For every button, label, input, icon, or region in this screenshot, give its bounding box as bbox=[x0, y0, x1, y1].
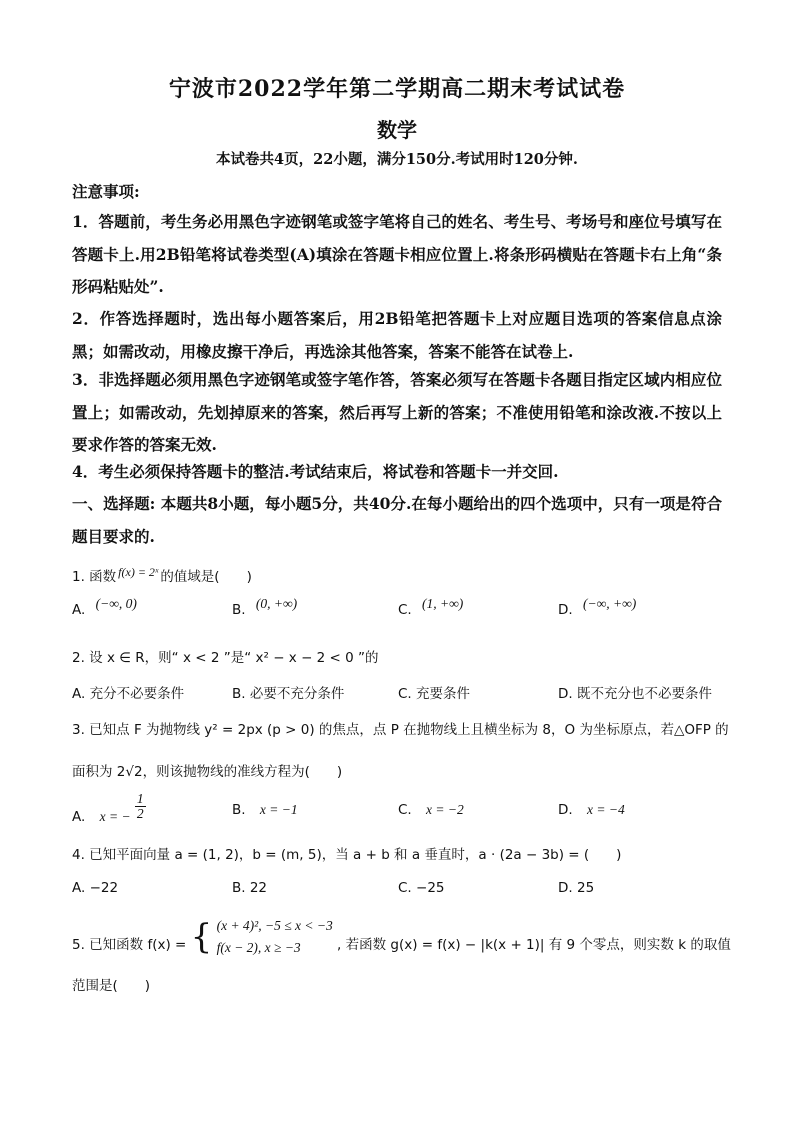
exam-info: 本试卷共4页，22小题，满分150分.考试用时120分钟. bbox=[216, 151, 578, 168]
q3-ask: ，则该抛物线的准线方程为( ) bbox=[142, 764, 343, 780]
q4-option-a: A. −22 bbox=[72, 880, 119, 896]
option-letter: B. bbox=[232, 802, 246, 818]
option-value: (1, +∞) bbox=[422, 596, 464, 611]
fraction-numerator: 1 bbox=[136, 791, 144, 806]
q4-option-b: B. 22 bbox=[232, 880, 268, 896]
notice-heading: 注意事项: bbox=[72, 182, 140, 201]
option-letter: B. bbox=[232, 602, 246, 618]
q3-option-a bbox=[72, 791, 146, 825]
option-value: x = −4 bbox=[586, 802, 625, 817]
option-value: x = − bbox=[99, 808, 131, 824]
subject-title: 数学 bbox=[377, 118, 417, 142]
option-value: x = −1 bbox=[259, 802, 298, 817]
q1-suffix: 的值域是( ) bbox=[160, 569, 252, 585]
question-1 bbox=[72, 565, 252, 585]
q1-formula: f(x) = 2ˣ bbox=[118, 565, 159, 579]
notice-item-4: 4．考生必须保持答题卡的整洁.考试结束后，将试卷和答题卡一并交回. bbox=[72, 462, 559, 481]
q5-case-2: f(x − 2), x ≥ −3 bbox=[216, 940, 301, 955]
question-4: 4. 已知平面向量 a = (1, 2)，b = (m, 5)，当 a + b 和 a 垂直时，a · (2a − 3b) = ( ) bbox=[72, 847, 622, 863]
fraction-denominator: 2 bbox=[136, 806, 144, 822]
piecewise-brace: { bbox=[190, 917, 213, 957]
q1-option-a bbox=[72, 596, 137, 618]
notice-item-2: 2．作答选择题时，选出每小题答案后，用2B铅笔把答题卡上对应题目选项的答案信息点涂黑；如需改动，用橡皮擦干净后，再选涂其他答案，答案不能答在试卷上. bbox=[72, 309, 722, 361]
option-value: (0, +∞) bbox=[255, 596, 298, 611]
option-letter: D. bbox=[558, 802, 573, 818]
option-value: (−∞, +∞) bbox=[582, 596, 637, 611]
option-letter: C. bbox=[398, 802, 412, 818]
q2-option-c: C. 充要条件 bbox=[398, 686, 471, 702]
section-heading: 一、选择题: 本题共8小题，每小题5分，共40分.在每小题给出的四个选项中，只有一项是符合题目要求的. bbox=[72, 494, 722, 546]
q3-fraction bbox=[135, 792, 146, 821]
notice-item-3: 3．非选择题必须用黑色字迹钢笔或签字笔作答，答案必须写在答题卡各题目指定区域内相应位置上；如需改动，先划掉原来的答案，然后再写上新的答案；不准使用铅笔和涂改液.不按以上要求作答的答案无效. bbox=[72, 370, 722, 454]
notice-item-1: 1．答题前，考生务必用黑色字迹钢笔或签字笔将自己的姓名、考生号、考场号和座位号填写在答题卡上.用2B铅笔将试卷类型(A)填涂在答题卡相应位置上.将条形码横贴在答题卡右上角“条形码粘贴处”. bbox=[72, 212, 722, 296]
q2-option-d: D. 既不充分也不必要条件 bbox=[558, 686, 712, 702]
q5-prefix: 5. 已知函数 f(x) = bbox=[72, 937, 187, 953]
q3-option-b bbox=[232, 802, 298, 818]
q1-prefix: 1. 函数 bbox=[72, 569, 117, 585]
q1-option-c bbox=[398, 596, 464, 618]
q4-option-d: D. 25 bbox=[558, 880, 595, 896]
q2-option-b: B. 必要不充分条件 bbox=[232, 686, 345, 702]
option-letter: A. bbox=[72, 808, 86, 825]
q5-condition: , 若函数 g(x) = f(x) − |k(x + 1)| 有 9 个零点，则实数 k 的取值 bbox=[337, 937, 731, 953]
question-5 bbox=[72, 915, 731, 959]
question-3-line1: 3. 已知点 F 为抛物线 y² = 2px (p > 0) 的焦点，点 P 在抛物线上且横坐标为 8，O 为坐标原点，若△OFP 的 bbox=[72, 722, 729, 738]
q3-option-c bbox=[398, 802, 464, 818]
option-letter: D. bbox=[558, 602, 573, 618]
page-title: 宁波市2022学年第二学期高二期末考试试卷 bbox=[168, 76, 626, 102]
q5-case-1: (x + 4)², −5 ≤ x < −3 bbox=[216, 918, 333, 933]
option-letter: A. bbox=[72, 602, 86, 618]
question-3-line2 bbox=[72, 760, 342, 780]
question-2: 2. 设 x ∈ R，则“ x < 2 ”是“ x² − x − 2 < 0 ”的 bbox=[72, 650, 379, 666]
q3-area: 面积为 2√2 bbox=[72, 764, 143, 780]
q1-option-b bbox=[232, 596, 298, 618]
q5-piecewise bbox=[217, 915, 333, 959]
option-value: (−∞, 0) bbox=[95, 596, 137, 611]
option-letter: C. bbox=[398, 602, 412, 618]
question-5-line2: 范围是( ) bbox=[72, 978, 151, 994]
q3-option-d bbox=[558, 802, 625, 818]
q1-option-d bbox=[558, 596, 637, 618]
q2-option-a: A. 充分不必要条件 bbox=[72, 686, 185, 702]
option-value: x = −2 bbox=[426, 802, 464, 817]
q4-option-c: C. −25 bbox=[398, 880, 445, 896]
